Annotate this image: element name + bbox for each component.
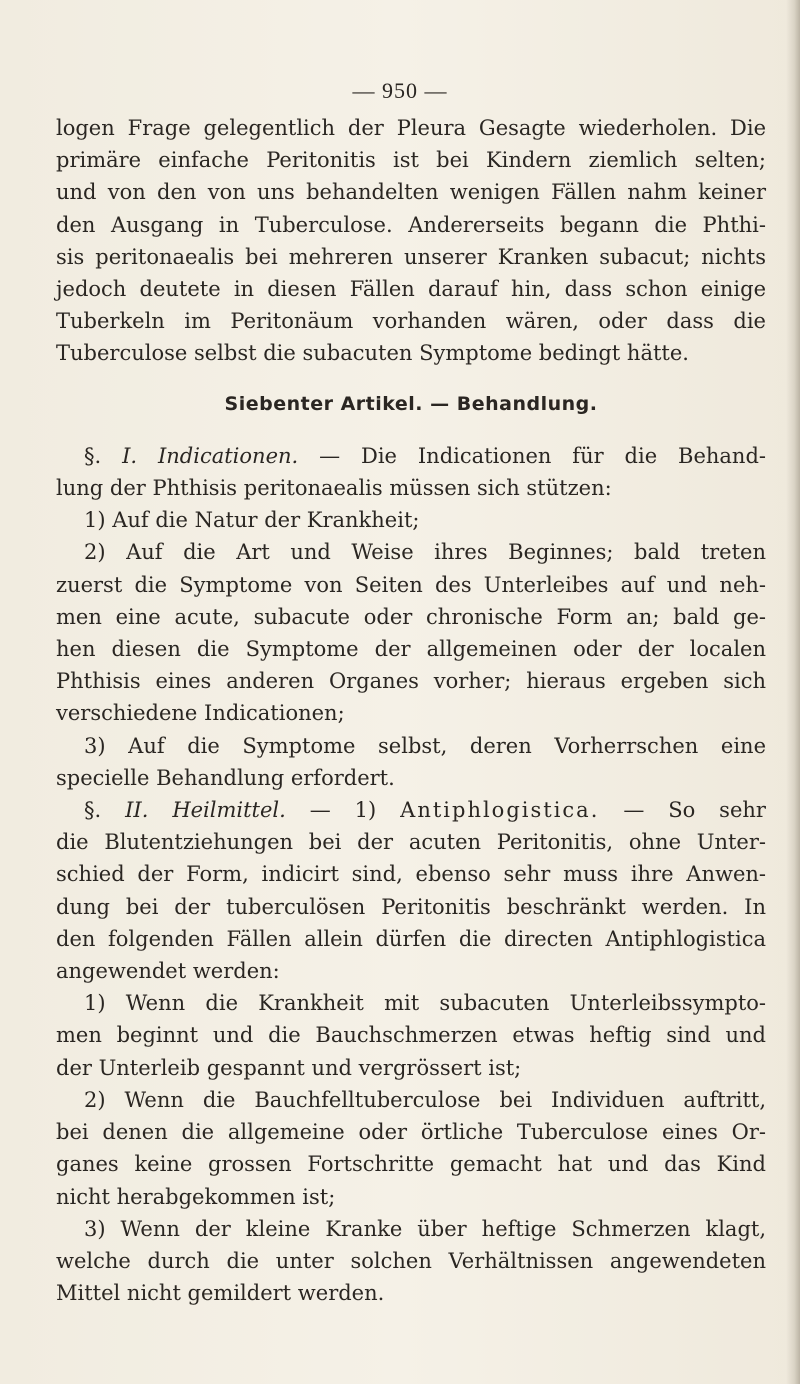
- section-text: — So sehr: [623, 798, 766, 823]
- text-line: welche durch die unter solchen Verhältnissen angewendeten: [56, 1248, 766, 1273]
- text-line: bei denen die allgemeine oder örtliche Tuberculose eines Or-: [56, 1120, 766, 1145]
- text-line: nicht herabgekommen ist;: [56, 1184, 336, 1209]
- list-item: 3) Wenn der kleine Kranke über heftige Schmerzen klagt,: [84, 1216, 766, 1241]
- text-line: men eine acute, subacute oder chronische Form an; bald ge-: [56, 604, 766, 629]
- page-number: — 950 —: [352, 78, 448, 103]
- text-line: die Blutentziehungen bei der acuten Peritonitis, ohne Unter-: [56, 830, 766, 855]
- section-remedies: [56, 794, 766, 1309]
- text-line: und von den von uns behandelten wenigen Fällen nahm keiner: [56, 180, 766, 205]
- text-line: sis peritonaealis bei mehreren unserer Kranken subacut; nichts: [56, 244, 766, 269]
- section-text: — Die Indicationen für die Behand-: [319, 443, 766, 468]
- section-label: §.: [84, 798, 102, 823]
- list-item: 1) Auf die Natur der Krankheit;: [84, 508, 420, 533]
- list-item: 2) Auf die Art und Weise ihres Beginnes; bald treten: [84, 540, 766, 565]
- text-line: zuerst die Symptome von Seiten des Unterleibes auf und neh-: [56, 572, 766, 597]
- text-line: Phthisis eines anderen Organes vorher; hieraus ergeben sich: [56, 669, 766, 694]
- text-line: jedoch deutete in diesen Fällen darauf hin, dass schon einige: [56, 277, 766, 302]
- text-line: verschiedene Indicationen;: [56, 701, 345, 726]
- text-line: specielle Behandlung erfordert.: [56, 765, 395, 790]
- text-line: dung bei der tuberculösen Peritonitis beschränkt werden. In: [56, 894, 766, 919]
- list-item: 2) Wenn die Bauchfelltuberculose bei Individuen auftritt,: [84, 1087, 766, 1112]
- section-title: Heilmittel.: [172, 798, 286, 823]
- section-indications: [56, 440, 766, 794]
- page-edge-shadow: [786, 0, 800, 1384]
- section-heading: Siebenter Artikel. — Behandlung.: [224, 392, 598, 415]
- section-term: Antiphlogistica.: [400, 798, 600, 823]
- section-title: Indicationen.: [157, 443, 299, 468]
- section-title-line: [56, 440, 766, 472]
- text-line: Tuberkeln im Peritonäum vorhanden wären, oder dass die: [56, 309, 766, 334]
- section-numeral: I.: [122, 443, 138, 468]
- text-line: ganes keine grossen Fortschritte gemacht hat und das Kind: [56, 1152, 766, 1177]
- text-line: hen diesen die Symptome der allgemeinen oder der localen: [56, 637, 766, 662]
- text-line: logen Frage gelegentlich der Pleura Gesagte wiederholen. Die: [56, 116, 766, 140]
- text-line: schied der Form, indicirt sind, ebenso sehr muss ihre Anwen-: [56, 862, 766, 887]
- list-item: 1) Wenn die Krankheit mit subacuten Unterleibssympto-: [84, 991, 766, 1016]
- section-title-line: [56, 794, 766, 826]
- list-item: 3) Auf die Symptome selbst, deren Vorherrschen eine: [84, 733, 766, 758]
- text-line: primäre einfache Peritonitis ist bei Kindern ziemlich selten;: [56, 148, 766, 173]
- text-line: der Unterleib gespannt und vergrössert ist;: [56, 1055, 522, 1080]
- section-label: §.: [84, 443, 102, 468]
- text-line: men beginnt und die Bauchschmerzen etwas heftig sind und: [56, 1023, 766, 1048]
- text-line: Mittel nicht gemildert werden.: [56, 1281, 385, 1306]
- text-line: Tuberculose selbst die subacuten Symptome bedingt hätte.: [56, 341, 689, 366]
- text-line: den folgenden Fällen allein dürfen die directen Antiphlogistica: [56, 926, 766, 951]
- text-line: angewendet werden:: [56, 959, 280, 984]
- section-numeral: II.: [125, 798, 149, 823]
- section-text: — 1): [309, 798, 377, 823]
- text-line: lung der Phthisis peritonaealis müssen sich stützen:: [56, 476, 612, 501]
- text-line: den Ausgang in Tuberculose. Andererseits begann die Phthi-: [56, 212, 766, 237]
- paragraph-1: [56, 112, 766, 370]
- page-text: [56, 112, 766, 1309]
